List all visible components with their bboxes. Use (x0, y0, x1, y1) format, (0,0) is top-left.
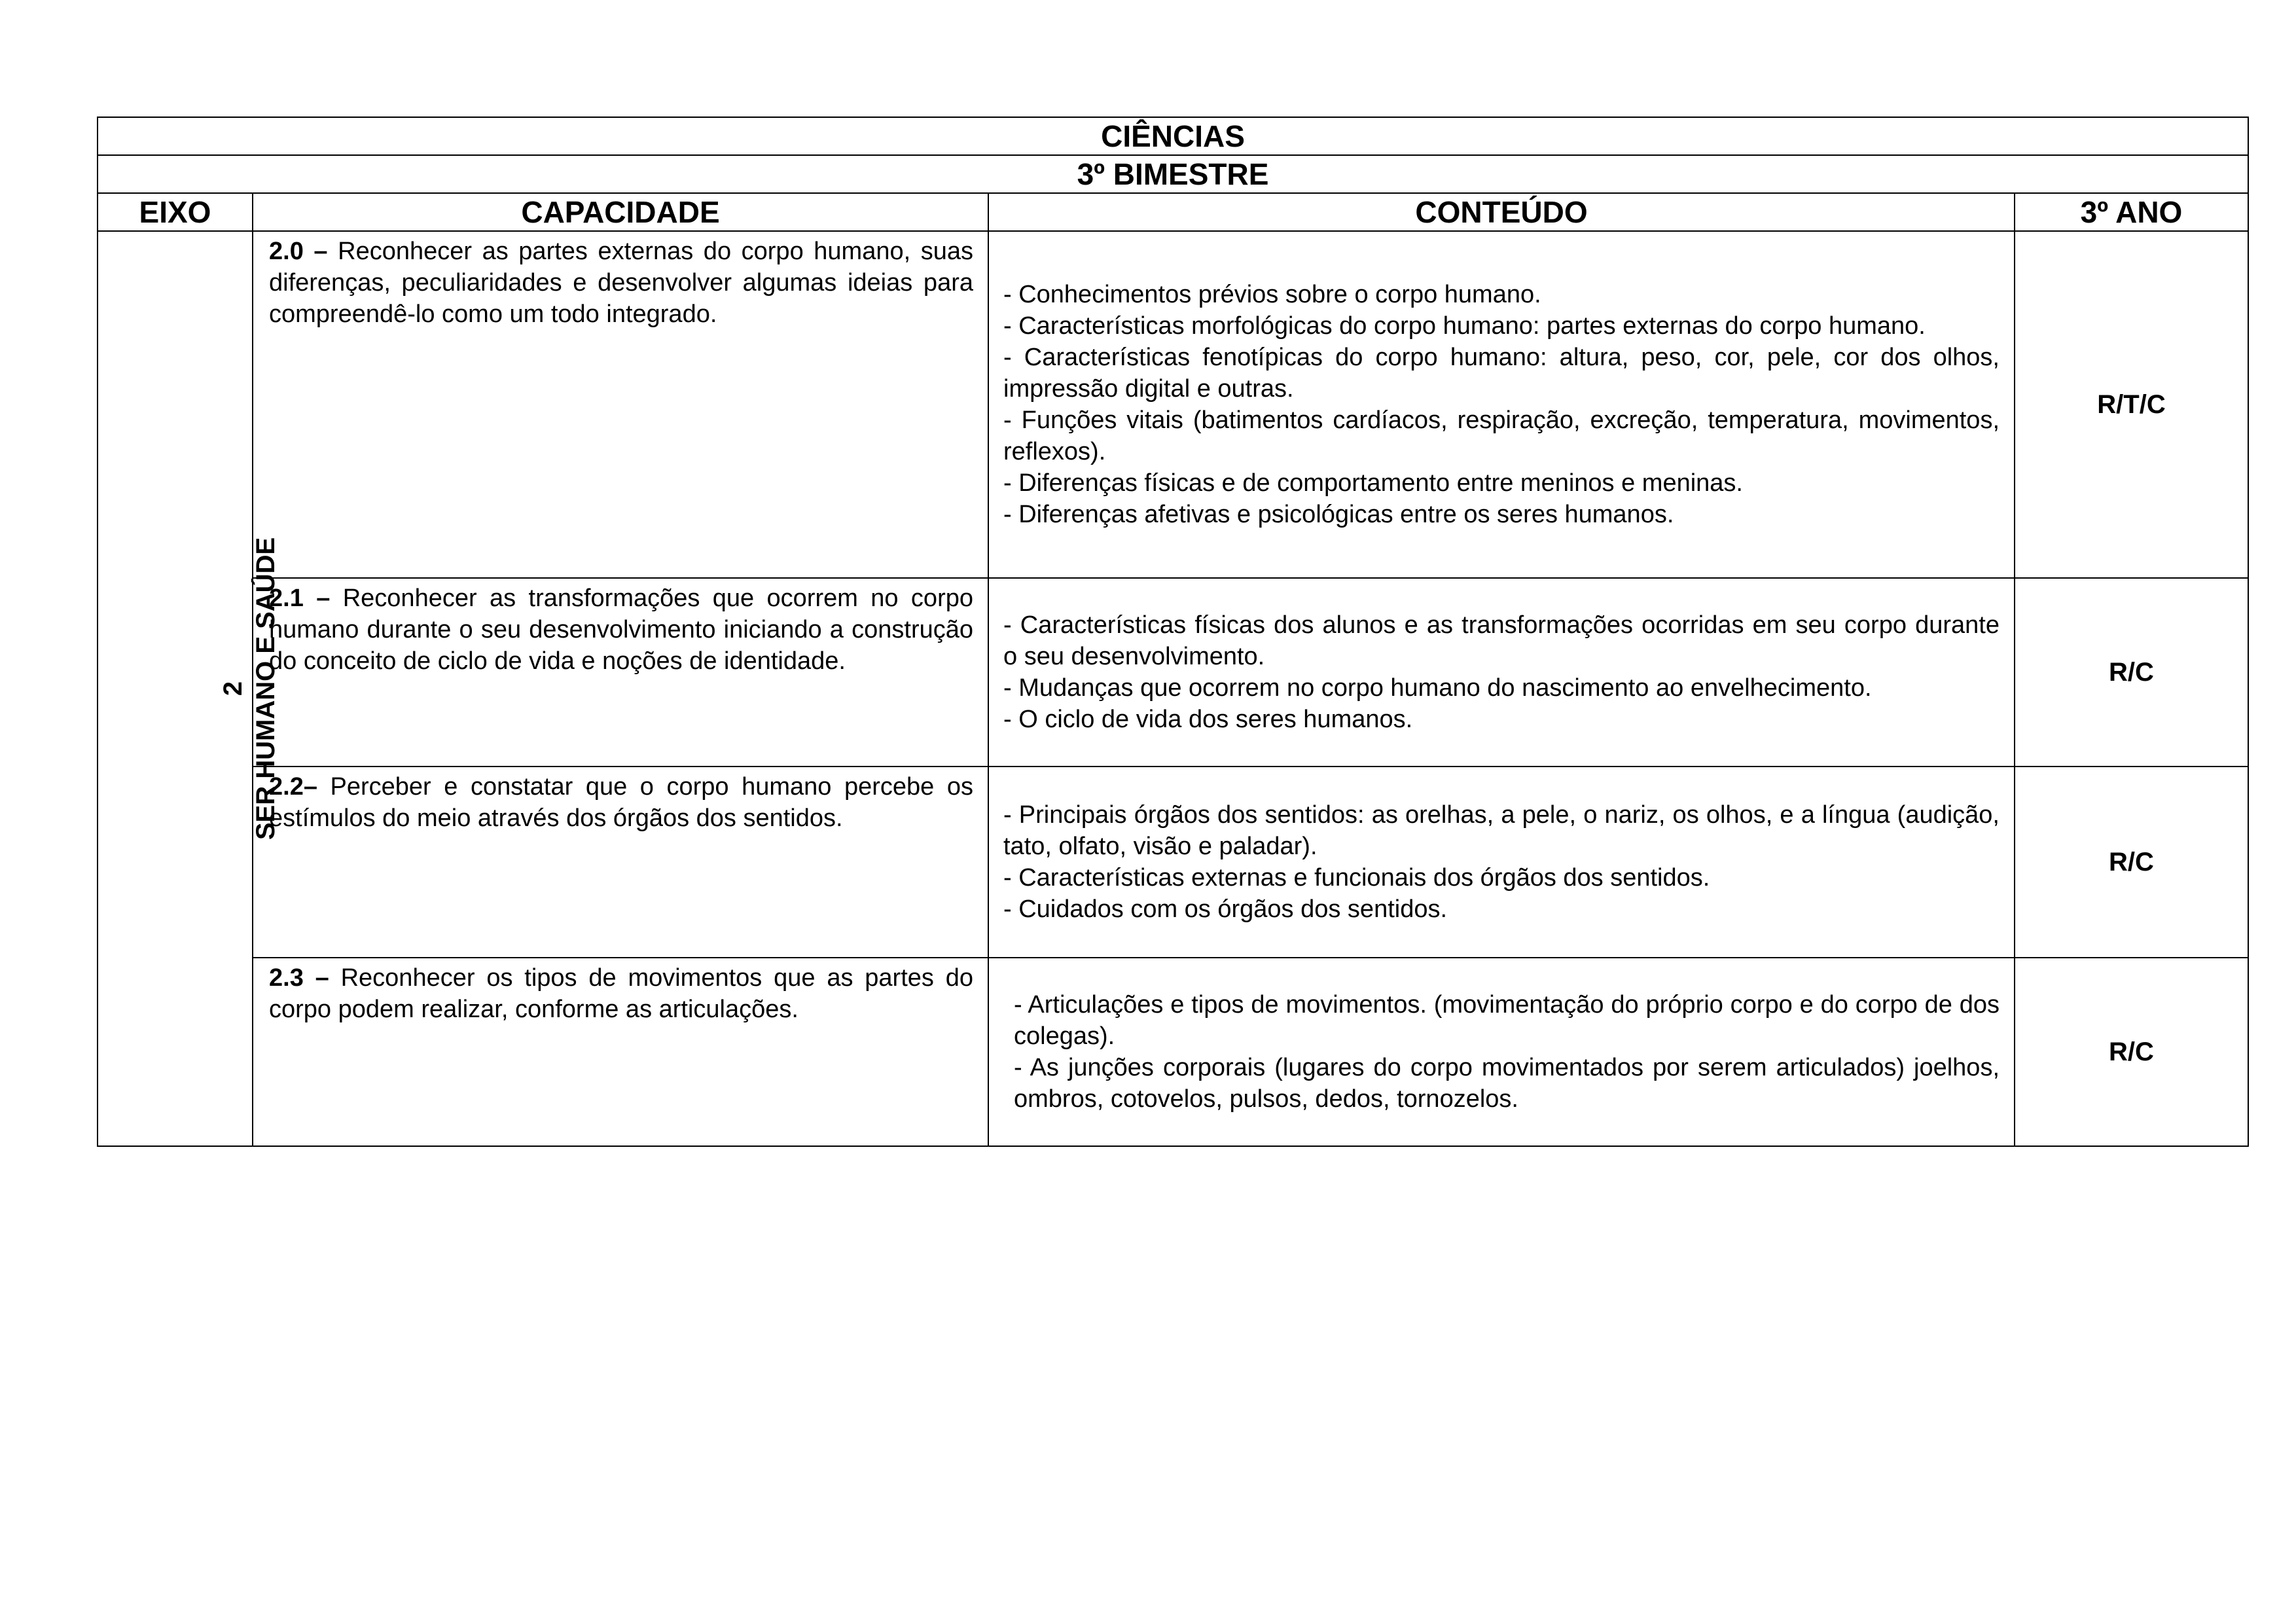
ano-cell: R/T/C (2015, 231, 2248, 578)
capacidade-text: Reconhecer as partes externas do corpo humano, suas diferenças, peculiaridades e desenvolver algumas ideias para compreendê-lo como um todo integrado. (269, 238, 973, 328)
conteudo-item: - Conhecimentos prévios sobre o corpo humano. (1003, 281, 1541, 308)
capacidade-code: 2.0 – (269, 238, 328, 265)
header-eixo: EIXO (98, 193, 253, 231)
header-ano: 3º ANO (2015, 193, 2248, 231)
conteudo-item: - Diferenças afetivas e psicológicas entre os seres humanos. (1003, 501, 1674, 528)
capacidade-cell (253, 958, 988, 1146)
table-row (98, 958, 2248, 1146)
capacidade-text: Reconhecer os tipos de movimentos que as partes do corpo podem realizar, conforme as articulações. (269, 964, 973, 1023)
conteudo-cell (988, 578, 2015, 767)
capacidade-code: 2.2– (269, 773, 317, 801)
table-row (98, 767, 2248, 958)
capacidade-cell (253, 231, 988, 578)
conteudo-item: - O ciclo de vida dos seres humanos. (1003, 706, 1413, 733)
capacidade-code: 2.3 – (269, 964, 329, 992)
conteudo-item: - Características fenotípicas do corpo humano: altura, peso, cor, pele, cor dos olhos, impressão digital e outras. (1003, 344, 2000, 403)
conteudo-cell (988, 958, 2015, 1146)
conteudo-cell (988, 767, 2015, 958)
conteudo-item: - Características físicas dos alunos e as transformações ocorridas em seu corpo durante o seu desenvolvimento. (1003, 611, 2000, 670)
conteudo-item: - Funções vitais (batimentos cardíacos, respiração, excreção, temperatura, movimentos, reflexos). (1003, 406, 2000, 465)
capacidade-text: Reconhecer as transformações que ocorrem no corpo humano durante o seu desenvolvimento iniciando a construção do conceito de ciclo de vida e noções de identidade. (269, 585, 973, 675)
eixo-number: 2 (219, 681, 248, 696)
conteudo-item: - Características morfológicas do corpo humano: partes externas do corpo humano. (1003, 312, 1926, 340)
document-subtitle: 3º BIMESTRE (98, 155, 2248, 193)
conteudo-item: - As junções corporais (lugares do corpo movimentados por serem articulados) joelhos, ombros, cotovelos, pulsos, dedos, tornozelos. (1014, 1054, 2000, 1113)
capacidade-code: 2.1 – (269, 585, 331, 612)
capacidade-text: Perceber e constatar que o corpo humano percebe os estímulos do meio através dos órgãos dos sentidos. (269, 773, 973, 832)
header-capacidade: CAPACIDADE (253, 193, 988, 231)
curriculum-table (97, 117, 2249, 1147)
ano-cell: R/C (2015, 578, 2248, 767)
header-conteudo: CONTEÚDO (988, 193, 2015, 231)
conteudo-item: - Mudanças que ocorrem no corpo humano do nascimento ao envelhecimento. (1003, 674, 1872, 702)
eixo-label (217, 537, 282, 840)
conteudo-item: - Cuidados com os órgãos dos sentidos. (1003, 895, 1448, 923)
eixo-cell (98, 231, 281, 1146)
eixo-name: SER HUMANO E SAÚDE (251, 537, 281, 840)
conteudo-item: - Articulações e tipos de movimentos. (movimentação do próprio corpo e do corpo de dos colegas). (1014, 991, 2000, 1050)
conteudo-item: - Características externas e funcionais dos órgãos dos sentidos. (1003, 864, 1710, 892)
conteudo-item: - Principais órgãos dos sentidos: as orelhas, a pele, o nariz, os olhos, e a língua (audição, tato, olfato, visão e paladar). (1003, 801, 2000, 860)
document-title: CIÊNCIAS (98, 117, 2248, 155)
ano-cell: R/C (2015, 958, 2248, 1146)
capacidade-cell (253, 578, 988, 767)
table-row (98, 231, 2248, 578)
ano-cell: R/C (2015, 767, 2248, 958)
conteudo-item: - Diferenças físicas e de comportamento entre meninos e meninas. (1003, 469, 1743, 497)
capacidade-cell (253, 767, 988, 958)
conteudo-cell (988, 231, 2015, 578)
table-row (98, 578, 2248, 767)
